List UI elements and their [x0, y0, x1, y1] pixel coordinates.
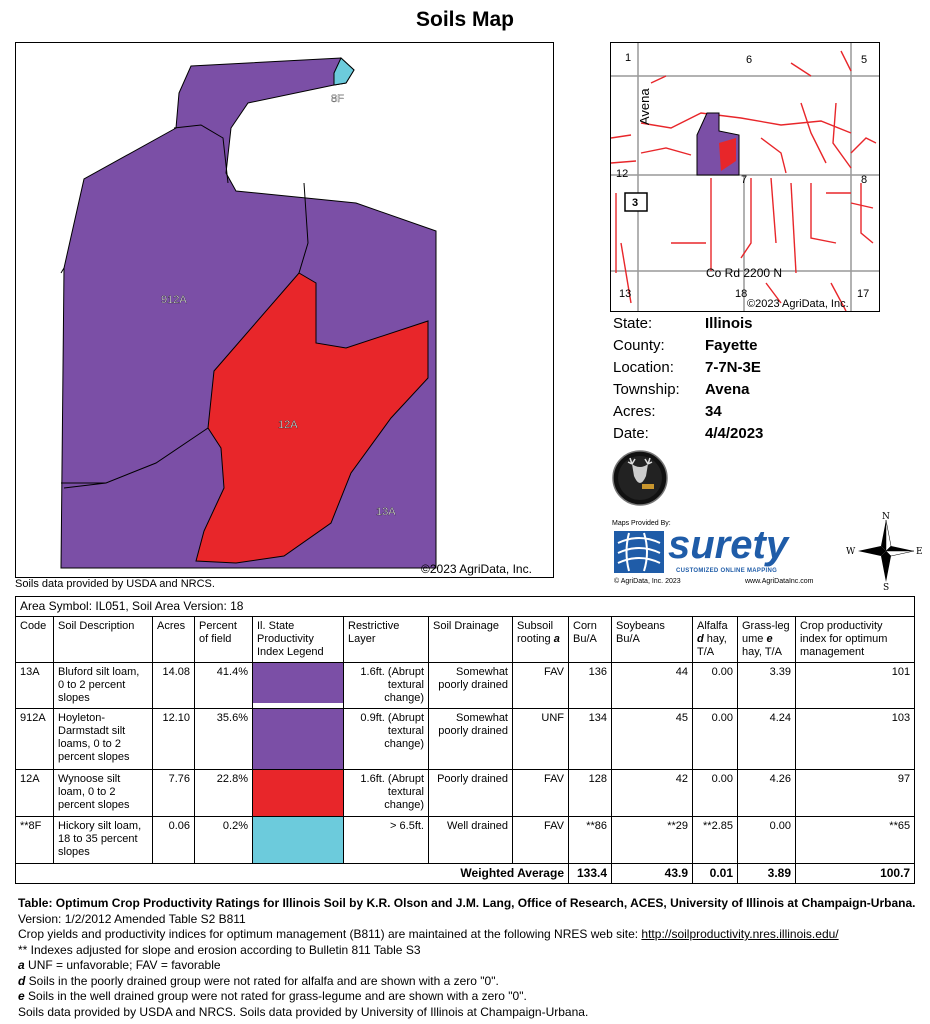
cell-cpi: **65 — [796, 817, 915, 864]
inset-section-17: 17 — [857, 288, 870, 300]
legend-swatch — [253, 709, 344, 770]
agridata-copyright: © AgriData, Inc. 2023 — [614, 578, 681, 585]
inset-section-8: 8 — [861, 174, 868, 186]
cell-drainage: Poorly drained — [429, 770, 513, 817]
soils-map[interactable] — [15, 42, 554, 578]
legend-swatch — [253, 663, 344, 709]
globe-icon — [614, 531, 664, 573]
cell-soy: 42 — [612, 770, 693, 817]
weighted-grass: 3.89 — [738, 864, 796, 884]
cell-cpi: 103 — [796, 709, 915, 770]
cell-restrictive: 1.6ft. (Abrupt textural change) — [344, 663, 429, 709]
route-label: 3 — [632, 197, 639, 209]
cell-corn: 134 — [569, 709, 612, 770]
cell-corn: 128 — [569, 770, 612, 817]
compass-n: N — [882, 512, 890, 522]
col-legend: Il. State Productivity Index Legend — [253, 617, 344, 663]
area-symbol: Area Symbol: IL051, Soil Area Version: 18 — [16, 597, 915, 617]
table-row — [16, 770, 915, 817]
inset-copyright: ©2023 AgriData, Inc. — [747, 298, 849, 310]
page-title: Soils Map — [415, 8, 515, 31]
cell-alfalfa: 0.00 — [693, 770, 738, 817]
col-drainage: Soil Drainage — [429, 617, 513, 663]
weighted-label: Weighted Average — [16, 864, 569, 884]
col-subsoil: Subsoil rooting a — [513, 617, 569, 663]
inset-town-label: Avena — [637, 88, 652, 125]
label-912A: 912A — [161, 294, 187, 306]
notes-last: Soils data provided by USDA and NRCS. Soils data provided by University of Illinois at Champaign-Urbana. — [18, 1004, 589, 1019]
inset-section-13: 13 — [619, 288, 632, 300]
inset-section-7: 7 — [741, 174, 748, 186]
compass-rose-icon — [846, 512, 926, 590]
inset-section-18: 18 — [735, 288, 748, 300]
cell-alfalfa: 0.00 — [693, 663, 738, 709]
col-restrictive: Restrictive Layer — [344, 617, 429, 663]
cell-code: 12A — [16, 770, 54, 817]
compass-s: S — [883, 583, 890, 590]
soils-map-canvas — [16, 43, 553, 577]
cell-grass: 3.39 — [738, 663, 796, 709]
cell-drainage: Somewhat poorly drained — [429, 663, 513, 709]
col-desc: Soil Description — [54, 617, 153, 663]
cell-pct: 22.8% — [195, 770, 253, 817]
cell-pct: 35.6% — [195, 709, 253, 770]
col-alfalfa: Alfalfa d hay, T/A — [693, 617, 738, 663]
legend-swatch — [253, 817, 344, 864]
cell-subsoil: FAV — [513, 817, 569, 864]
label-8F: 8F — [331, 93, 344, 105]
cell-grass: 4.24 — [738, 709, 796, 770]
col-corn: Corn Bu/A — [569, 617, 612, 663]
cell-restrictive: > 6.5ft. — [344, 817, 429, 864]
surety-tagline: CUSTOMIZED ONLINE MAPPING — [676, 568, 778, 574]
notes-a: UNF = unfavorable; FAV = favorable — [24, 958, 221, 972]
inset-section-1: 1 — [625, 52, 632, 64]
cell-pct: 41.4% — [195, 663, 253, 709]
notes-title: Table: Optimum Crop Productivity Ratings for Illinois Soil by K.R. Olson and J.M. Lang, Office of Research, ACES, University of Illinois at Champaign-Urbana. — [18, 896, 916, 910]
map-copyright: ©2023 AgriData, Inc. — [421, 562, 532, 576]
cell-pct: 0.2% — [195, 817, 253, 864]
cell-grass: 0.00 — [738, 817, 796, 864]
map-credit: Soils data provided by USDA and NRCS. — [15, 578, 215, 590]
cell-drainage: Somewhat poorly drained — [429, 709, 513, 770]
table-header-row — [16, 617, 915, 663]
agridata-website: www.AgriDataInc.com — [745, 578, 814, 585]
label-12A: 12A — [278, 419, 298, 431]
notes-line2: Crop yields and productivity indices for optimum management (B811) are maintained at the following NRES web site: — [18, 927, 642, 941]
cell-subsoil: FAV — [513, 663, 569, 709]
notes-d: Soils in the poorly drained group were not rated for alfalfa and are shown with a zero "0". — [25, 973, 499, 988]
maps-provided-by: Maps Provided By: — [612, 520, 671, 527]
cell-alfalfa: **2.85 — [693, 817, 738, 864]
table-row — [16, 709, 915, 770]
col-soy: Soybeans Bu/A — [612, 617, 693, 663]
weighted-soy: 43.9 — [612, 864, 693, 884]
cell-desc: Hickory silt loam, 18 to 35 percent slopes — [54, 817, 153, 864]
cell-grass: 4.26 — [738, 770, 796, 817]
cell-acres: 12.10 — [153, 709, 195, 770]
col-acres: Acres — [153, 617, 195, 663]
table-row — [16, 817, 915, 864]
cell-alfalfa: 0.00 — [693, 709, 738, 770]
cell-acres: 7.76 — [153, 770, 195, 817]
cell-subsoil: FAV — [513, 770, 569, 817]
legend-swatch — [253, 770, 344, 817]
compass-e: E — [916, 547, 923, 557]
label-13A: 13A — [376, 506, 396, 518]
weighted-alfalfa: 0.01 — [693, 864, 738, 884]
notes-e: Soils in the well drained group were not rated for grass-legume and are shown with a zero "0". — [24, 989, 527, 1003]
cell-subsoil: UNF — [513, 709, 569, 770]
table-row — [16, 663, 915, 709]
compass-w: W — [846, 547, 856, 557]
cell-soy: **29 — [612, 817, 693, 864]
col-grass: Grass-leg ume e hay, T/A — [738, 617, 796, 663]
cell-soy: 44 — [612, 663, 693, 709]
cell-desc: Hoyleton-Darmstadt silt loams, 0 to 2 percent slopes — [54, 709, 153, 770]
surety-logo: surety — [668, 523, 789, 567]
weighted-average-row — [16, 864, 915, 884]
deer-logo-icon — [612, 450, 668, 506]
cell-corn: 136 — [569, 663, 612, 709]
inset-section-5: 5 — [861, 54, 868, 66]
col-cpi: Crop productivity index for optimum management — [796, 617, 915, 663]
cell-cpi: 101 — [796, 663, 915, 709]
soil-table — [15, 596, 914, 884]
cell-desc: Wynoose silt loam, 0 to 2 percent slopes — [54, 770, 153, 817]
weighted-cpi: 100.7 — [796, 864, 915, 884]
inset-map[interactable] — [610, 42, 880, 312]
cell-desc: Bluford silt loam, 0 to 2 percent slopes — [54, 663, 153, 709]
cell-corn: **86 — [569, 817, 612, 864]
cell-code: **8F — [16, 817, 54, 864]
cell-cpi: 97 — [796, 770, 915, 817]
weighted-corn: 133.4 — [569, 864, 612, 884]
inset-road-label: Co Rd 2200 N — [706, 266, 783, 280]
cell-restrictive: 0.9ft. (Abrupt textural change) — [344, 709, 429, 770]
cell-soy: 45 — [612, 709, 693, 770]
inset-map-canvas — [611, 43, 879, 311]
cell-code: 13A — [16, 663, 54, 709]
cell-code: 912A — [16, 709, 54, 770]
col-pct: Percent of field — [195, 617, 253, 663]
nres-link[interactable]: http://soilproductivity.nres.illinois.edu/ — [641, 927, 839, 941]
cell-acres: 0.06 — [153, 817, 195, 864]
table-notes: Table: Optimum Crop Productivity Ratings for Illinois Soil by K.R. Olson and J.M. Lang, Office of Research, ACES, University of Illinois at Champaign-Urbana. Version: 1/2/2012 Amended Table S2 B811 Crop yields and productivity indices for optimum management (B811) are maintained at the following NRES web site: http://soilproductivity.nres.illinois.edu/ ** Indexes adjusted for slope and erosion according to Bulletin 811 Table S3 a UNF = unfavorable; FAV = favorable d Soils in the poorly drained group were not rated for alfalfa and are shown with a zero "0". e Soils in the well drained group were not rated for grass-legume and are shown with a zero "0". Soils data provided by USDA and NRCS. Soils data provided by University of Illinois at Champaign-Urbana. — [18, 896, 918, 1020]
inset-section-6: 6 — [746, 54, 753, 66]
col-code: Code — [16, 617, 54, 663]
cell-drainage: Well drained — [429, 817, 513, 864]
inset-section-12: 12 — [616, 168, 629, 180]
cell-restrictive: 1.6ft. (Abrupt textural change) — [344, 770, 429, 817]
notes-version: Version: 1/2/2012 Amended Table S2 B811 — [18, 911, 246, 926]
notes-line3: ** Indexes adjusted for slope and erosion according to Bulletin 811 Table S3 — [18, 942, 421, 957]
cell-acres: 14.08 — [153, 663, 195, 709]
